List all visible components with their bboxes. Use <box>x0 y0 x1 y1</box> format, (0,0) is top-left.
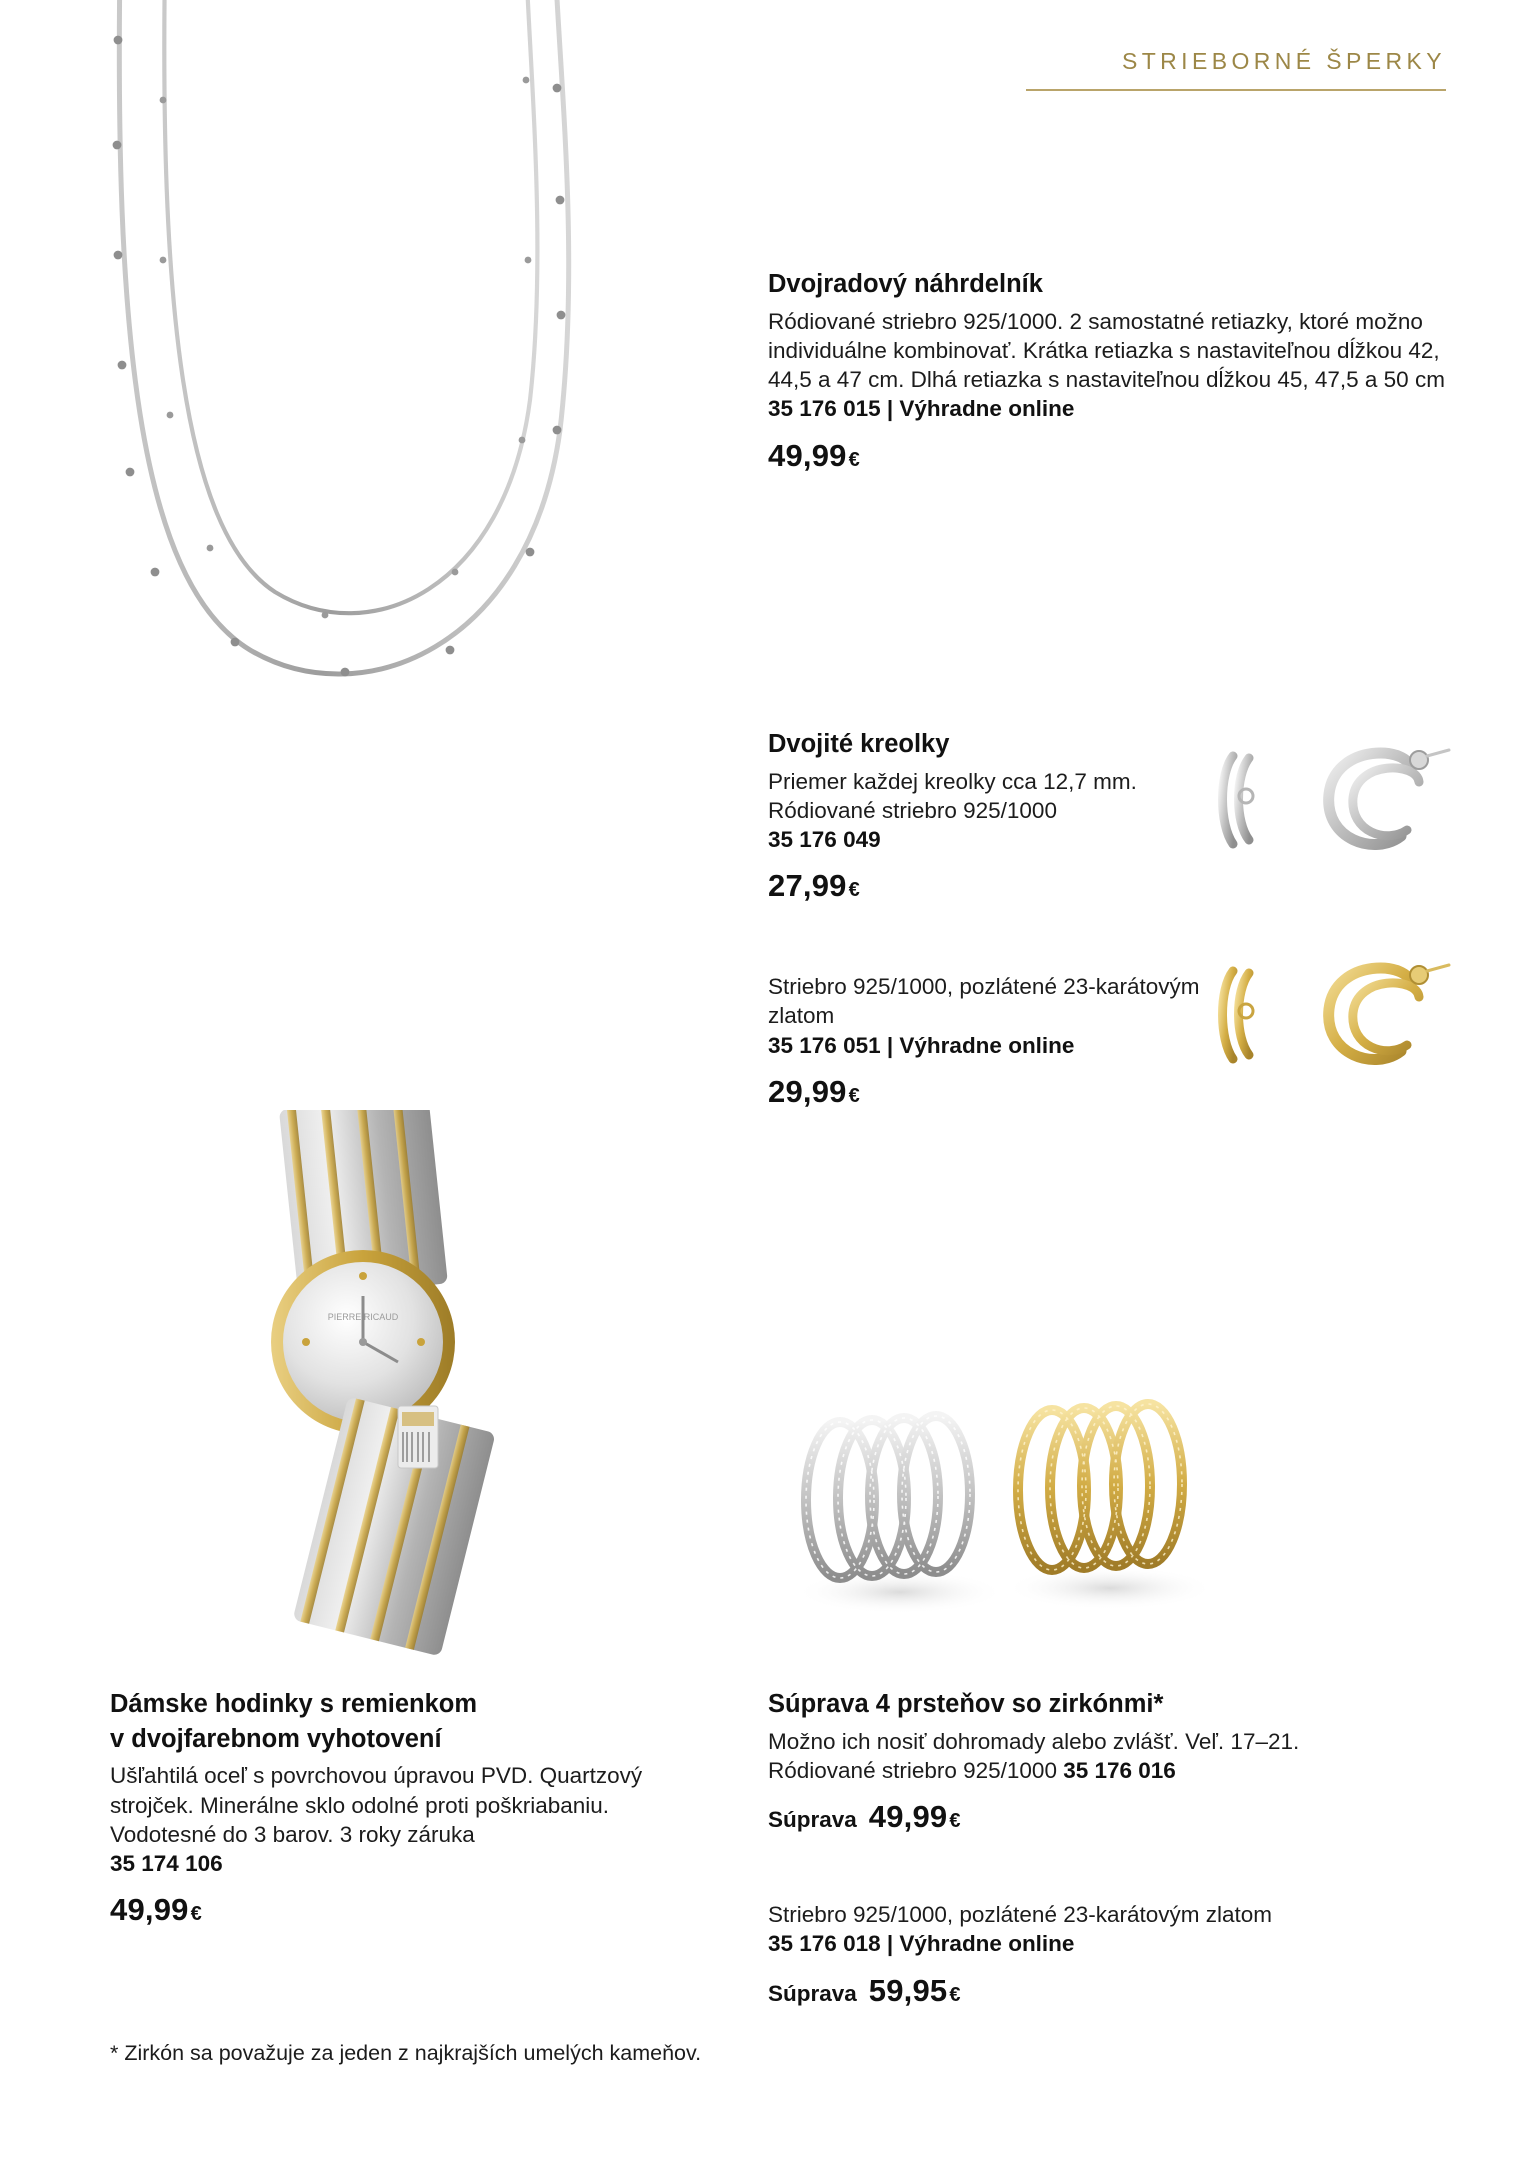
product-title: Dvojité kreolky <box>768 730 950 758</box>
product-price: 27,99 € <box>768 868 860 904</box>
product-description: Ródiované striebro 925/1000. 2 samostatné retiazky, ktoré možno individuálne kombinovať. Krátka retiazka s nastaviteľnou dĺžkou 42, 44,5 a 47 cm. Dlhá retiazka s nastaviteľnou dĺžkou 45, 47,5 a 50 cm <box>768 308 1445 393</box>
product-code: 35 176 049 <box>768 827 881 853</box>
product-price-label: Súprava <box>768 1807 857 1833</box>
product-variant-description: Striebro 925/1000, pozlátené 23-karátovým zlatom <box>768 1902 1273 1927</box>
product-price-row <box>110 1892 670 1928</box>
product-description: Priemer každej kreolky cca 12,7 mm. Ródiované striebro 925/1000 <box>768 768 1137 823</box>
product-variant-price: 59,95 € <box>868 1972 961 2008</box>
product-variant-code: 35 176 018 | Výhradne online <box>768 1931 1075 1957</box>
product-hoops-text <box>768 728 1238 904</box>
product-variant-price: 29,99 € <box>768 1073 860 1109</box>
product-description-line1: Možno ich nosiť dohromady alebo zvlášť. Veľ. 17–21. <box>768 1728 1300 1754</box>
product-description-line2: Ródiované striebro 925/1000 35 176 016 <box>768 1757 1176 1783</box>
product-code: 35 176 015 | Výhradne online <box>768 396 1075 422</box>
product-rings-variant-text <box>768 1900 1458 2009</box>
rings-product-image <box>780 1330 1250 1650</box>
footnote: * Zirkón sa považuje za jeden z najkrajších umelých kameňov. <box>110 2041 702 2065</box>
hoops-gold-image <box>1205 955 1465 1095</box>
product-code: 35 174 106 <box>110 1851 223 1876</box>
product-variant-code: 35 176 051 | Výhradne online <box>768 1032 1075 1058</box>
product-necklace-text <box>768 268 1458 474</box>
product-price-row <box>768 868 1238 904</box>
product-title: Dvojradový náhrdelník <box>768 270 1043 298</box>
product-price: 49,99 € <box>868 1799 961 1835</box>
product-variant-price-row <box>768 1973 1458 2009</box>
product-rings-text <box>768 1688 1458 1835</box>
product-variant-price-label: Súprava <box>768 1980 857 2006</box>
product-description: Ušľahtilá oceľ s povrchovou úpravou PVD. Quartzový strojček. Minerálne sklo odolné proti poškriabaniu. Vodotesné do 3 barov. 3 roky záruka <box>110 1763 643 1847</box>
product-watch-text <box>110 1688 670 1928</box>
svg-text:PIERRE RICAUD: PIERRE RICAUD <box>327 1312 399 1322</box>
product-price-row <box>768 438 1458 474</box>
product-variant-price-row <box>768 1074 1238 1110</box>
product-title: Súprava 4 prsteňov so zirkónmi* <box>768 1690 1164 1718</box>
necklace-product-image <box>60 0 700 960</box>
product-hoops-variant-text <box>768 972 1238 1110</box>
product-code-inline: 35 176 016 <box>1063 1757 1176 1783</box>
watch-product-image <box>230 1110 560 1670</box>
product-title-line1: Dámske hodinky s remienkom <box>110 1690 478 1718</box>
product-price: 49,99 € <box>110 1892 202 1928</box>
product-price-row <box>768 1799 1458 1835</box>
page-title: STRIEBORNÉ ŠPERKY <box>1121 48 1446 74</box>
hoops-silver-image <box>1205 740 1465 880</box>
header-divider <box>1026 89 1446 91</box>
page-header <box>1026 48 1446 91</box>
product-price: 49,99 € <box>768 437 860 473</box>
product-title-line2: v dvojfarebnom vyhotovení <box>110 1724 442 1753</box>
product-variant-description: Striebro 925/1000, pozlátené 23-karátovým zlatom <box>768 974 1200 1029</box>
